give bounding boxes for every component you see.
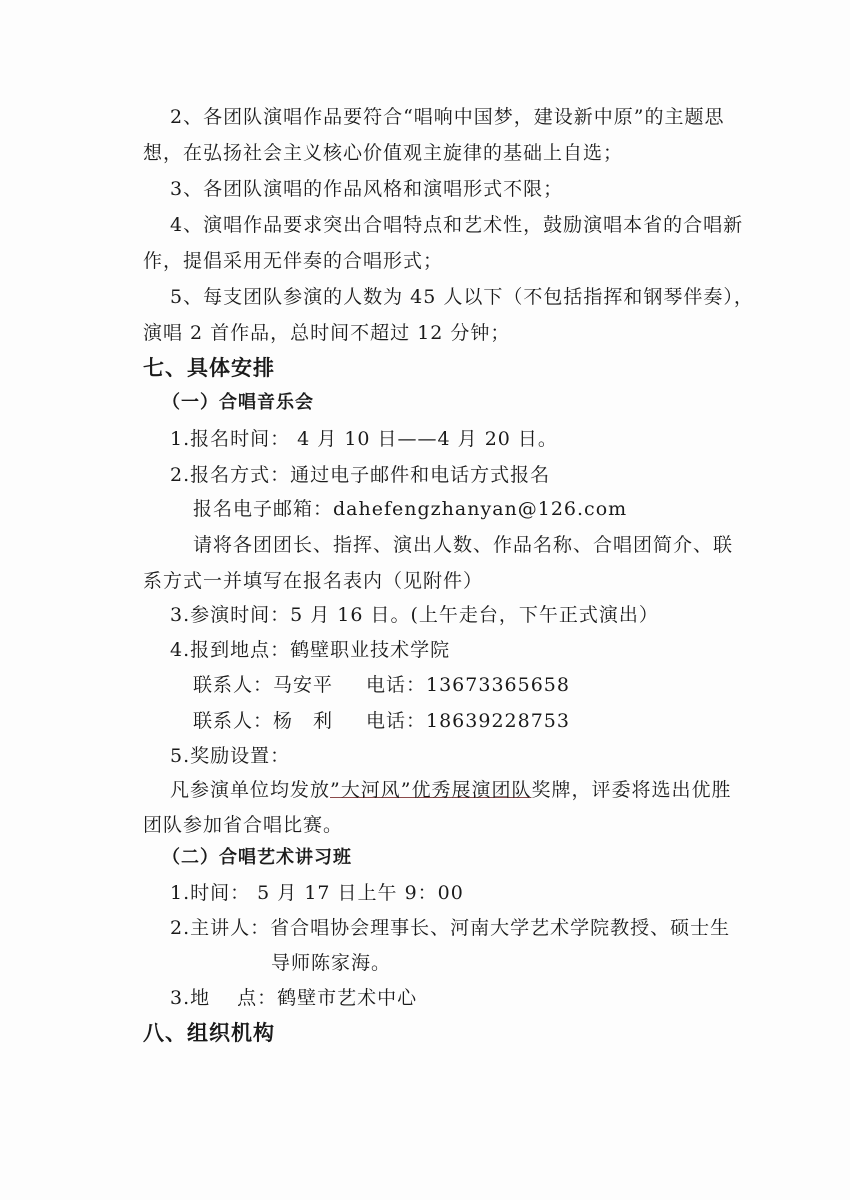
contact2-name: 联系人：杨 利	[193, 710, 334, 732]
awards-line1	[170, 777, 731, 803]
item5-line1: 5、每支团队参演的人数为 45 人以下（不包括指挥和钢琴伴奏），	[170, 286, 754, 308]
awards-title: ”大河风”优秀展演团队	[330, 779, 532, 801]
workshop-time: 1.时间： 5 月 17 日上午 9：00	[170, 882, 464, 904]
awards-text-c: 奖牌，评委将选出优胜	[531, 779, 732, 801]
section8-heading: 八、组织机构	[143, 1021, 275, 1045]
item4-line1: 4、演唱作品要求突出合唱特点和艺术性，鼓励演唱本省的合唱新	[170, 214, 744, 236]
registration-method: 2.报名方式：通过电子邮件和电话方式报名	[170, 464, 551, 486]
item5-line2: 演唱 2 首作品，总时间不超过 12 分钟；	[143, 322, 511, 344]
awards-line2: 团队参加省合唱比赛。	[143, 814, 344, 836]
item4-line2: 作，提倡采用无伴奏的合唱形式；	[143, 250, 444, 272]
performance-time: 3.参演时间：5 月 16 日。(上午走台，下午正式演出）	[170, 604, 659, 626]
speaker-line1: 2.主讲人：省合唱协会理事长、河南大学艺术学院教授、硕士生	[170, 917, 731, 939]
report-location: 4.报到地点：鹤壁职业技术学院	[170, 639, 451, 661]
contact1-name: 联系人：马安平	[193, 674, 334, 696]
info-line2: 系方式一并填写在报名表内（见附件）	[143, 570, 484, 592]
section7-heading: 七、具体安排	[143, 356, 275, 380]
registration-time: 1.报名时间： 4 月 10 日——4 月 20 日。	[170, 428, 558, 450]
concert-heading: （一）合唱音乐会	[162, 392, 314, 413]
item2-line1: 2、各团队演唱作品要符合“唱响中国梦，建设新中原”的主题思	[170, 106, 725, 128]
workshop-place: 3.地 点：鹤壁市艺术中心	[170, 987, 418, 1009]
speaker-line2: 导师陈家海。	[271, 952, 392, 974]
contact1-phone: 电话：13673365658	[366, 674, 570, 696]
item2-line2: 想，在弘扬社会主义核心价值观主旋律的基础上自选；	[143, 142, 624, 164]
item3: 3、各团队演唱的作品风格和演唱形式不限；	[170, 178, 564, 200]
contact2-phone: 电话：18639228753	[366, 710, 570, 732]
awards-text-a: 凡参演单位均发放	[170, 779, 331, 801]
awards-label: 5.奖励设置：	[170, 745, 291, 767]
workshop-heading: （二）合唱艺术讲习班	[162, 847, 352, 868]
registration-email: 报名电子邮箱：dahefengzhanyan@126.com	[193, 498, 628, 520]
info-line1: 请将各团团长、指挥、演出人数、作品名称、合唱团简介、联	[193, 534, 734, 556]
